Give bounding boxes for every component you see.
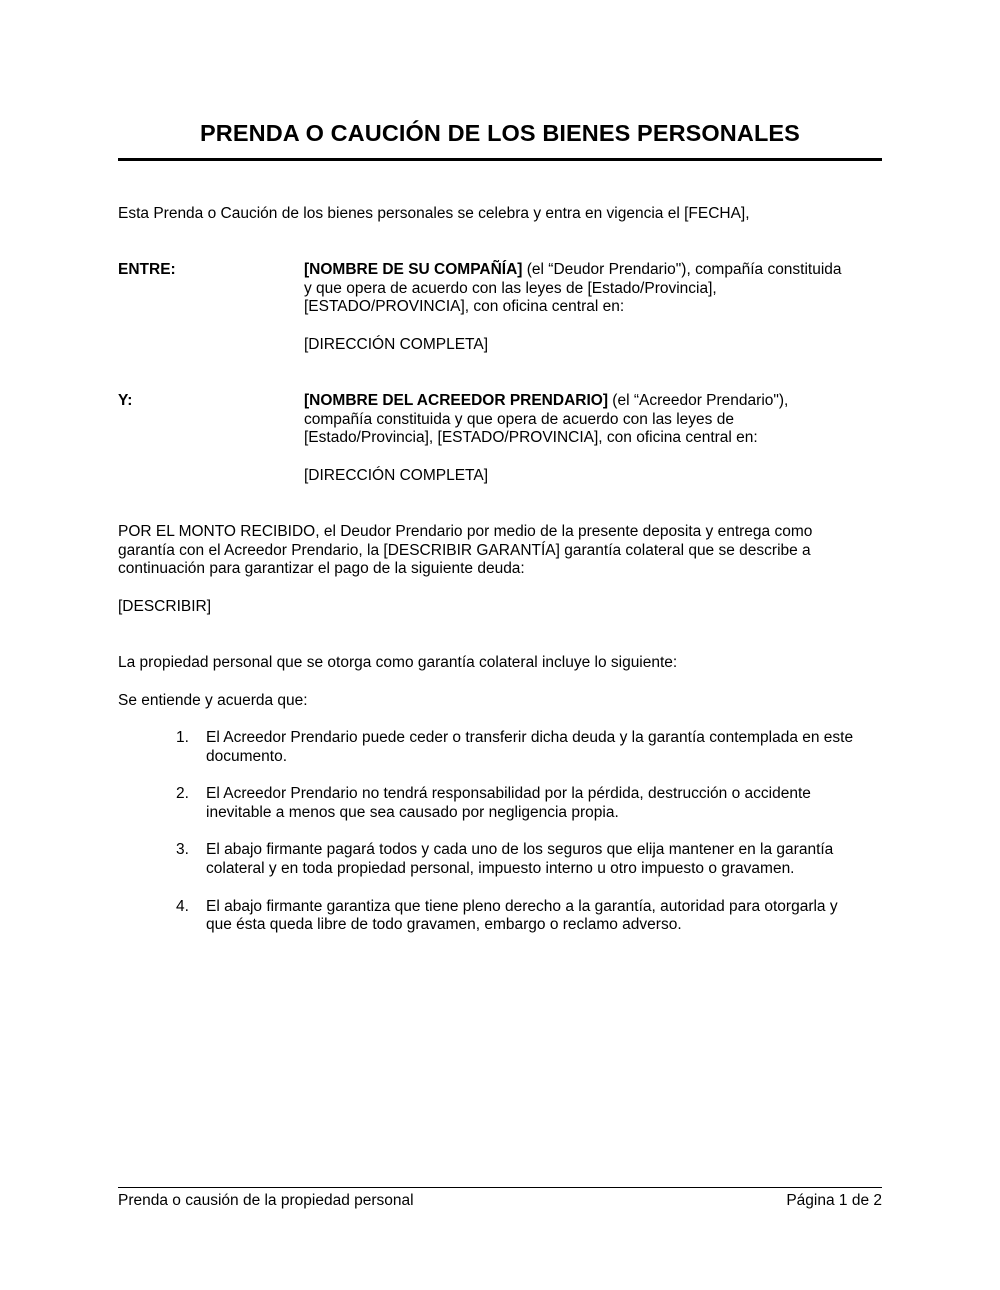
list-item-text: El abajo firmante pagará todos y cada uno de los seguros que elija mantener en la garantía colateral y en toda propiedad personal, impuesto interno u otro impuesto o gravamen. — [206, 841, 834, 877]
footer-document-name: Prenda o causión de la propiedad personal — [118, 1192, 414, 1209]
party2-description — [304, 392, 844, 448]
party1-block — [304, 261, 844, 354]
party2-address: [DIRECCIÓN COMPLETA] — [304, 466, 489, 484]
list-item-number: 2. — [176, 785, 189, 803]
clauses-list — [118, 729, 882, 954]
party2-name: [NOMBRE DEL ACREEDOR PRENDARIO] — [304, 392, 608, 409]
footer-page-number: Página 1 de 2 — [786, 1192, 882, 1209]
list-item-number: 3. — [176, 841, 189, 859]
footer-divider — [118, 1187, 882, 1188]
list-item-text: El Acreedor Prendario puede ceder o transferir dicha deuda y la garantía contemplada en este documento. — [206, 729, 854, 765]
list-item — [118, 898, 866, 935]
collateral-intro: La propiedad personal que se otorga como garantía colateral incluye lo siguiente: — [118, 654, 678, 671]
list-item-text: El Acreedor Prendario no tendrá responsabilidad por la pérdida, destrucción o accidente inevitable a menos que sea causado por negligencia propia. — [206, 785, 811, 821]
party2-text: (el “Acreedor Prendario"), compañía constituida y que opera de acuerdo con las leyes de [Estado/Provincia], [ESTADO/PROVINCIA], con oficina central en: — [304, 392, 789, 447]
party1-text: (el “Deudor Prendario"), compañía constituida y que opera de acuerdo con las leyes de [Estado/Provincia], [ESTADO/PROVINCIA], con oficina central en: — [304, 261, 842, 316]
describe-placeholder: [DESCRIBIR] — [118, 598, 212, 615]
party1-address: [DIRECCIÓN COMPLETA] — [304, 335, 489, 353]
list-item-number: 1. — [176, 729, 189, 746]
consideration-paragraph: POR EL MONTO RECIBIDO, el Deudor Prendario por medio de la presente deposita y entrega como garantía con el Acreedor Prendario, la [DESCRIBIR GARANTÍA] garantía colateral que se describe a continuación para garantizar el pago de la siguiente deuda: — [118, 523, 813, 578]
party1-label: ENTRE: — [118, 261, 176, 278]
title-underline — [118, 158, 882, 161]
list-item — [118, 785, 866, 822]
intro-paragraph: Esta Prenda o Caución de los bienes personales se celebra y entra en vigencia el [FECHA], — [118, 205, 750, 222]
list-item-number: 4. — [176, 897, 189, 915]
party1-name: [NOMBRE DE SU COMPAÑÍA] — [304, 261, 523, 278]
list-item — [118, 841, 866, 878]
document-title: PRENDA O CAUCIÓN DE LOS BIENES PERSONALES — [200, 120, 800, 146]
party2-block — [304, 392, 844, 485]
party2-label: Y: — [118, 392, 133, 409]
list-item — [118, 729, 866, 766]
party1-description — [304, 261, 844, 317]
agreement-intro: Se entiende y acuerda que: — [118, 692, 308, 709]
list-item-text: El abajo firmante garantiza que tiene pleno derecho a la garantía, autoridad para otorgarla y que ésta queda libre de todo gravamen, embargo o reclamo adverso. — [206, 897, 838, 934]
